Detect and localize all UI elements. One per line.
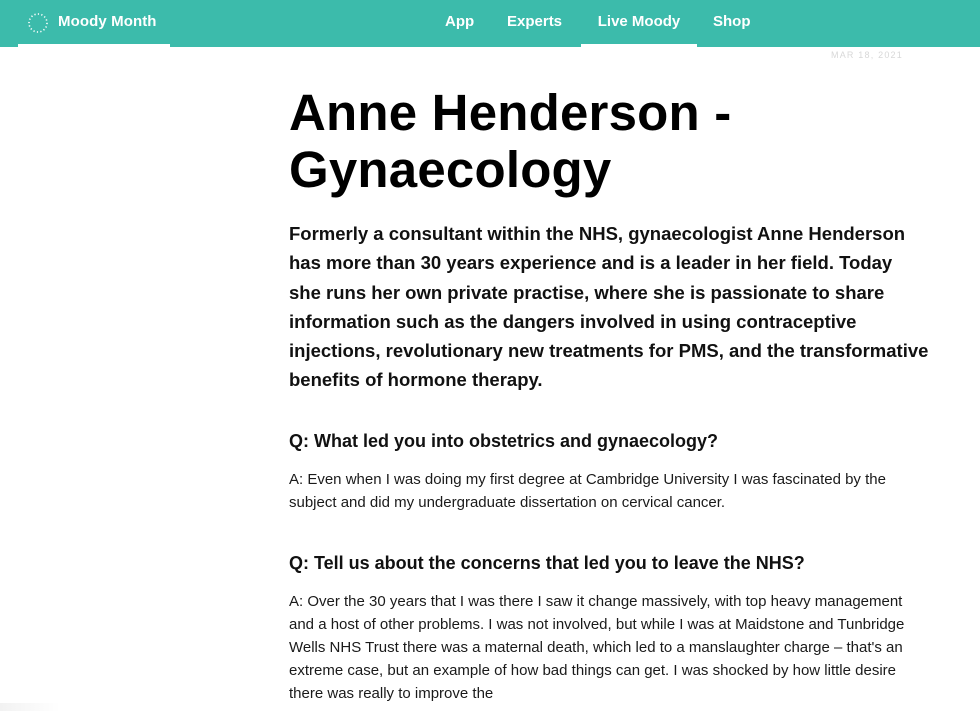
nav-item-shop[interactable]: Shop (713, 13, 751, 30)
brand-name: Moody Month (58, 13, 157, 30)
answer-paragraph: A: Over the 30 years that I was there I saw it change massively, with top heavy management and a host of other problems. I was not involved, but while I was at Maidstone and Tunbridge Wells NHS Trust there was a maternal death, which led to a manslaughter charge – that's an extreme case, but an example of how bad things can get. I was shocked by how little desire there was really to improve the (289, 593, 905, 702)
question-heading: Q: What led you into obstetrics and gynaecology? (289, 431, 719, 451)
page-corner-shadow (0, 703, 60, 711)
top-navigation-bar (0, 0, 980, 47)
brand-home-link[interactable] (18, 0, 170, 47)
nav-item-live-moody[interactable]: Live Moody (581, 0, 697, 47)
post-intro: Formerly a consultant within the NHS, gynaecologist Anne Henderson has more than 30 years experience and is a leader in her field. Today she runs her own private practise, where she is passionate to share information such as the dangers involved in using contraceptive injections, revolutionary new treatments for PMS, and the transformative benefits of hormone therapy. (289, 223, 929, 391)
dotted-circle-icon (27, 12, 49, 34)
post-title: Anne Henderson - Gynaecology (289, 84, 732, 198)
nav-item-app[interactable]: App (445, 13, 475, 30)
nav-item-experts[interactable]: Experts (507, 13, 563, 30)
answer-paragraph: A: Even when I was doing my first degree at Cambridge University I was fascinated by the subject and did my undergraduate dissertation on cervical cancer. (289, 471, 886, 511)
post-date: MAR 18, 2021 (831, 50, 903, 60)
question-heading: Q: Tell us about the concerns that led you to leave the NHS? (289, 553, 805, 573)
